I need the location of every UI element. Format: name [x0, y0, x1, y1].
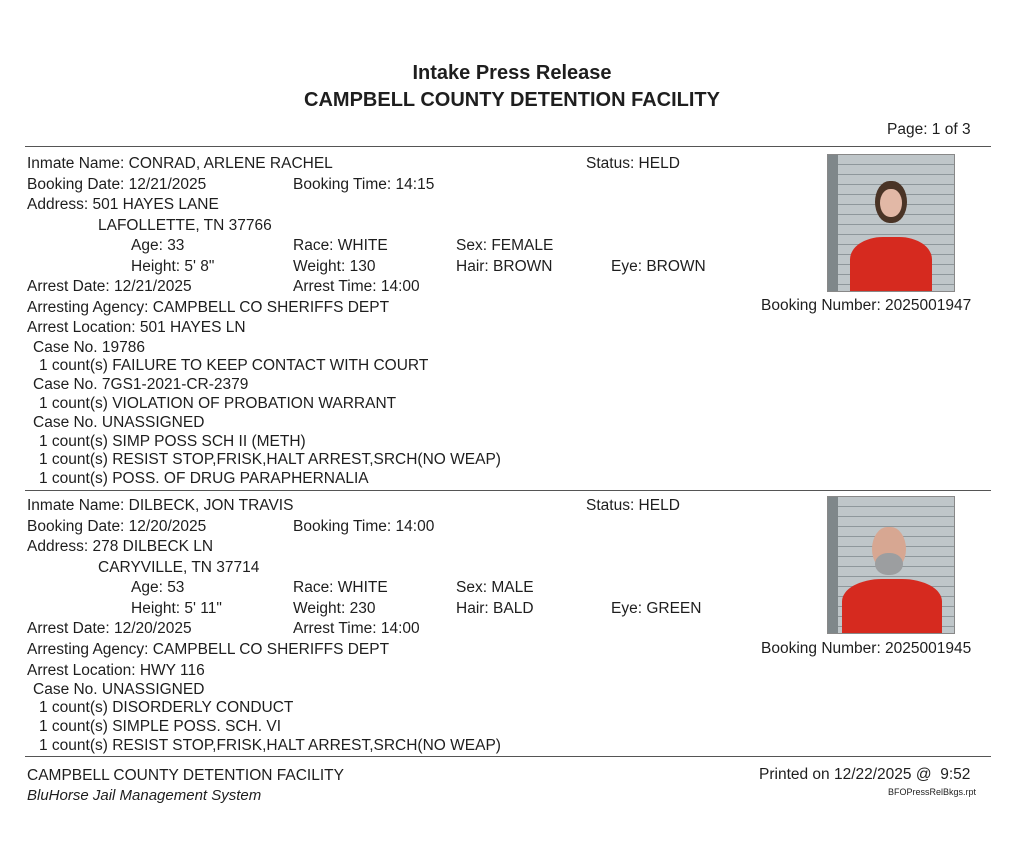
footer-facility: CAMPBELL COUNTY DETENTION FACILITY	[27, 767, 344, 784]
charge-line: Case No. UNASSIGNED	[33, 414, 205, 431]
eye: Eye: BROWN	[611, 258, 706, 275]
arrest-time: Arrest Time: 14:00	[293, 620, 420, 637]
charge-line: 1 count(s) RESIST STOP,FRISK,HALT ARREST,SRCH(NO WEAP)	[39, 737, 501, 754]
weight: Weight: 230	[293, 600, 376, 617]
hair: Hair: BALD	[456, 600, 534, 617]
status: Status: HELD	[586, 497, 680, 514]
printed-timestamp: Printed on 12/22/2025 @ 9:52	[759, 766, 971, 783]
race: Race: WHITE	[293, 579, 388, 596]
charge-line: 1 count(s) SIMPLE POSS. SCH. VI	[39, 718, 282, 735]
booking-time: Booking Time: 14:00	[293, 518, 435, 535]
charge-line: 1 count(s) SIMP POSS SCH II (METH)	[39, 433, 306, 450]
booking-date: Booking Date: 12/20/2025	[27, 518, 207, 535]
address-line2: CARYVILLE, TN 37714	[98, 559, 260, 576]
weight: Weight: 130	[293, 258, 376, 275]
status: Status: HELD	[586, 155, 680, 172]
race: Race: WHITE	[293, 237, 388, 254]
address-line1: Address: 501 HAYES LANE	[27, 196, 219, 213]
booking-number: Booking Number: 2025001945	[761, 640, 972, 657]
arrest-date: Arrest Date: 12/21/2025	[27, 278, 192, 295]
charge-line: 1 count(s) RESIST STOP,FRISK,HALT ARREST,SRCH(NO WEAP)	[39, 451, 501, 468]
arrest-location: Arrest Location: 501 HAYES LN	[27, 319, 246, 336]
arrest-date: Arrest Date: 12/20/2025	[27, 620, 192, 637]
sex: Sex: FEMALE	[456, 237, 554, 254]
record-divider	[25, 490, 991, 491]
charge-line: Case No. UNASSIGNED	[33, 681, 205, 698]
charge-line: 1 count(s) DISORDERLY CONDUCT	[39, 699, 294, 716]
charge-line: Case No. 19786	[33, 339, 146, 356]
footer-rule	[25, 756, 991, 757]
mugshot-photo	[827, 496, 955, 634]
height: Height: 5' 8"	[131, 258, 215, 275]
footer-system: BluHorse Jail Management System	[27, 787, 262, 804]
eye: Eye: GREEN	[611, 600, 702, 617]
inmate-name: Inmate Name: DILBECK, JON TRAVIS	[27, 497, 294, 514]
page-number: Page: 1 of 3	[887, 121, 971, 138]
booking-number: Booking Number: 2025001947	[761, 297, 972, 314]
arresting-agency: Arresting Agency: CAMPBELL CO SHERIFFS DEPT	[27, 641, 390, 658]
age: Age: 53	[131, 579, 185, 596]
height: Height: 5' 11"	[131, 600, 222, 617]
charge-line: 1 count(s) POSS. OF DRUG PARAPHERNALIA	[39, 470, 369, 487]
arrest-time: Arrest Time: 14:00	[293, 278, 420, 295]
header-rule	[25, 146, 991, 147]
facility-heading: CAMPBELL COUNTY DETENTION FACILITY	[304, 89, 720, 111]
address-line1: Address: 278 DILBECK LN	[27, 538, 214, 555]
report-filename: BFOPressRelBkgs.rpt	[888, 787, 977, 797]
hair: Hair: BROWN	[456, 258, 553, 275]
page-title: Intake Press Release	[412, 62, 612, 84]
inmate-name: Inmate Name: CONRAD, ARLENE RACHEL	[27, 155, 333, 172]
arrest-location: Arrest Location: HWY 116	[27, 662, 205, 679]
booking-date: Booking Date: 12/21/2025	[27, 176, 207, 193]
age: Age: 33	[131, 237, 185, 254]
charge-line: 1 count(s) VIOLATION OF PROBATION WARRANT	[39, 395, 397, 412]
arresting-agency: Arresting Agency: CAMPBELL CO SHERIFFS DEPT	[27, 299, 390, 316]
sex: Sex: MALE	[456, 579, 534, 596]
mugshot-photo	[827, 154, 955, 292]
charge-line: 1 count(s) FAILURE TO KEEP CONTACT WITH COURT	[39, 357, 429, 374]
address-line2: LAFOLLETTE, TN 37766	[98, 217, 272, 234]
charge-line: Case No. 7GS1-2021-CR-2379	[33, 376, 249, 393]
booking-time: Booking Time: 14:15	[293, 176, 435, 193]
